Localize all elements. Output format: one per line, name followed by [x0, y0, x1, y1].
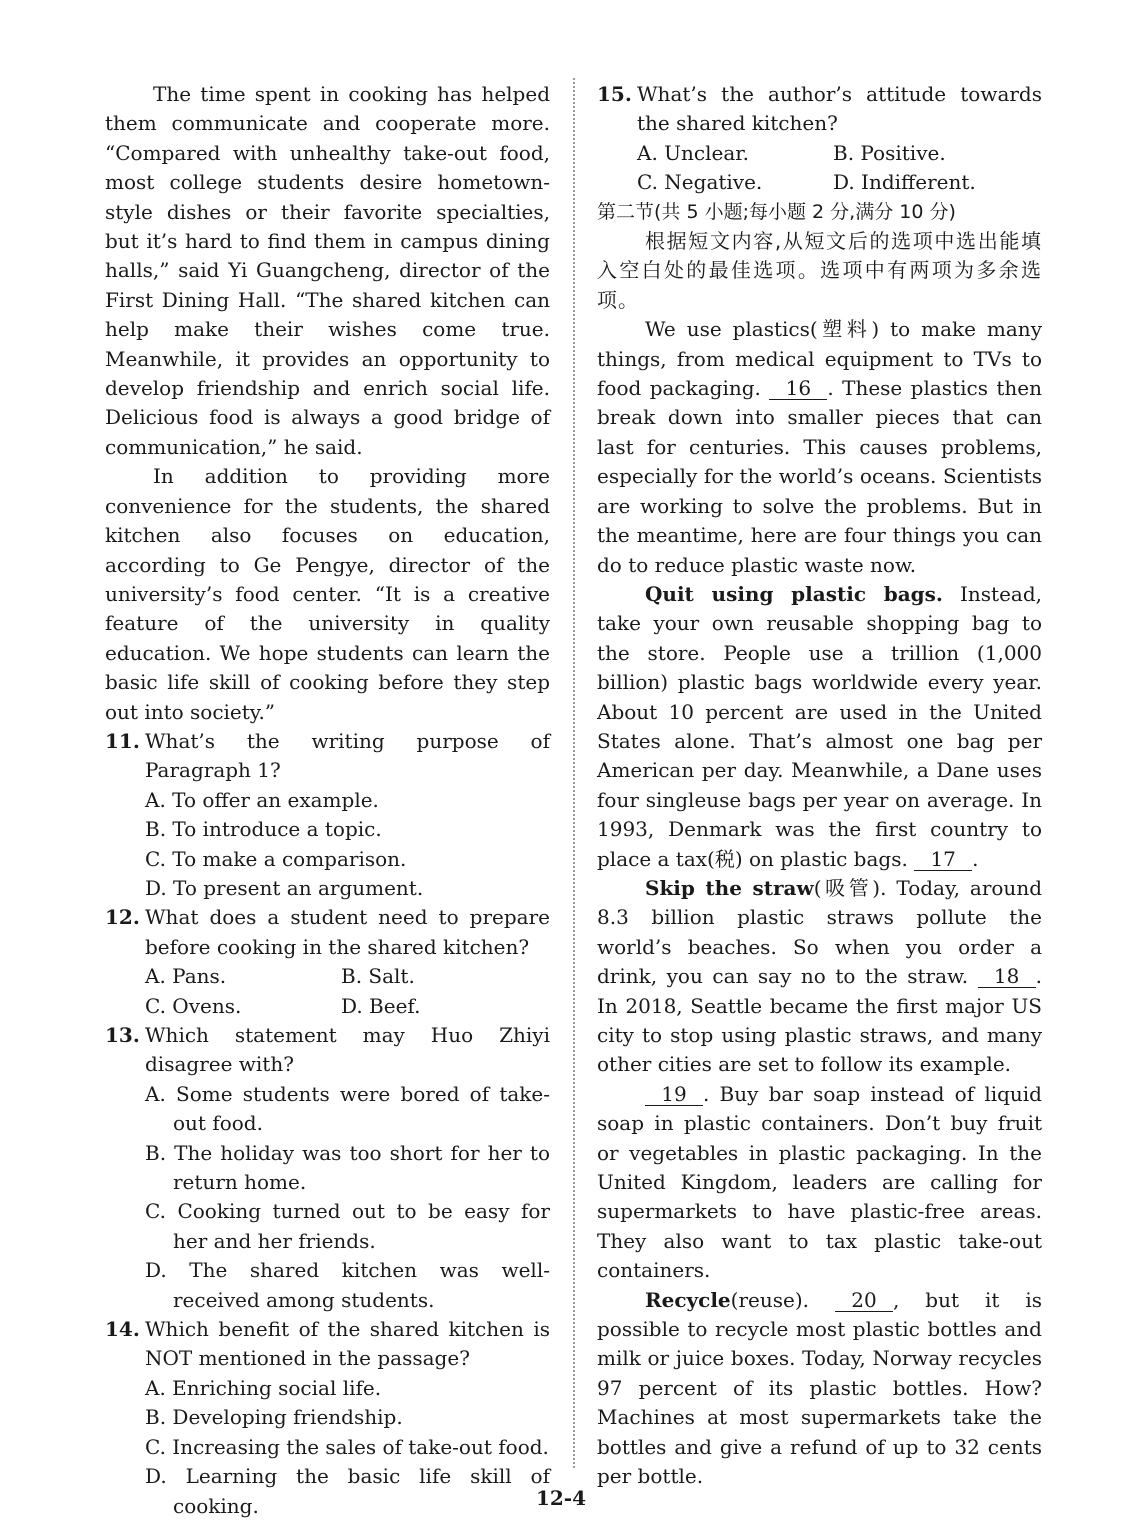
passage-text: . These plastics then break down into smaller pieces that can last for centuries. This causes problems, especially for the world’s oceans. Scientists are working to solve the problems. But in the meantime, here are four things you can do to reduce plastic waste now. — [597, 376, 1043, 577]
option-d[interactable]: D. Beef. — [341, 993, 421, 1018]
blank-19[interactable]: 19 — [645, 1083, 703, 1106]
option-b[interactable]: B. Positive. — [833, 140, 946, 165]
passage-straw — [597, 874, 1042, 1080]
passage-text: . In 2018, Seattle became the first major US city to stop using plastic straws, and many other cities are set to follow its example. — [597, 964, 1042, 1077]
passage-paragraph-1: The time spent in cooking has helped them communicate and cooperate more. “Compared with unhealthy take-out food, most college students desire hometown-style dishes or their favorite specialties, but it’s hard to find them in campus dining halls,” said Yi Guangcheng, director of the First Dining Hall. “The shared kitchen can help make their wishes come true. Meanwhile, it provides an opportunity to develop friendship and enrich social life. Delicious food is always a good bridge of communication,” he said. — [105, 82, 550, 459]
option-d[interactable]: D. Learning the basic life skill of cooking. — [145, 1464, 550, 1518]
question-11 — [105, 727, 550, 903]
question-13 — [105, 1021, 550, 1315]
question-number: 11. — [105, 728, 140, 753]
passage-text: We use plastics(塑料) to make many things, from medical equipment to TVs to food packaging. — [597, 317, 1042, 401]
heading-skip-straw: Skip the straw — [645, 875, 814, 900]
passage-bags: Quit using plastic bags. Instead, take your own reusable shopping bag to the store. People use a trillion (1,000 billion) plastic bags worldwide every year. About 10 percent are used in the United States alone. That’s almost one bag per American per day. Meanwhile, a Dane uses four singleuse bags per year on average. In 1993, Denmark was the first country to place a tax(税) on plastic bags. 17 . — [597, 581, 1042, 871]
question-number: 15. — [597, 82, 632, 106]
heading-recycle: Recycle — [645, 1287, 731, 1312]
passage-text: . Buy bar soap instead of liquid soap in plastic containers. Don’t buy fruit or vegetables in plastic packaging. In the United Kingdom, leaders are calling for supermarkets to have plastic-free areas. They also want to tax plastic take-out containers. — [597, 1081, 1042, 1283]
option-b[interactable]: B. Developing friendship. — [145, 1405, 403, 1430]
option-c[interactable]: C. To make a comparison. — [145, 846, 407, 871]
section-title: 第二节(共 5 小题;每小题 2 分,满分 10 分) — [597, 200, 956, 223]
passage-recycle — [597, 1286, 1042, 1492]
question-stem: What’s the author’s attitude towards the shared kitchen? — [637, 82, 1042, 136]
column-divider — [573, 78, 575, 1468]
section-instructions: 根据短文内容,从短文后的选项中选出能填入空白处的最佳选项。选项中有两项为多余选项。 — [597, 229, 1042, 312]
question-number: 13. — [105, 1023, 140, 1047]
question-15 — [597, 80, 1042, 198]
option-b[interactable]: B. To introduce a topic. — [145, 817, 382, 842]
page-number: 12-4 — [535, 1486, 587, 1510]
right-column — [597, 80, 1042, 1492]
option-a[interactable]: A. Enriching social life. — [145, 1375, 382, 1400]
blank-17[interactable]: 17 — [914, 848, 972, 871]
option-c[interactable]: C. Negative. — [637, 170, 763, 195]
option-c[interactable]: C. Cooking turned out to be easy for her and her friends. — [145, 1199, 550, 1253]
question-stem: What does a student need to prepare before cooking in the shared kitchen? — [145, 905, 550, 959]
option-a[interactable]: A. Some students were bored of take-out food. — [145, 1081, 550, 1136]
option-b[interactable]: B. Salt. — [341, 964, 415, 989]
passage-text: (吸管). Today, around 8.3 billion plastic straws pollute the world’s beaches. So when you order a drink, you can say no to the straw. — [597, 875, 1042, 989]
option-d[interactable]: D. To present an argument. — [145, 875, 424, 900]
passage-text: (reuse). — [730, 1287, 809, 1312]
option-c[interactable]: C. Ovens. — [145, 993, 242, 1018]
option-d[interactable]: D. Indifferent. — [833, 170, 976, 195]
blank-16[interactable]: 16 — [769, 377, 827, 400]
passage-text: Instead, take your own reusable shopping bag to the store. People use a trillion (1,000 billion) plastic bags worldwide every year. About 10 percent are used in the United States alone. That’s almost one bag per American per day. Meanwhile, a Dane uses four singleuse bags per year on average. In 1993, Denmark was the first country to place a tax(税) on plastic bags. — [597, 581, 1042, 871]
question-12 — [105, 903, 550, 1021]
option-a[interactable]: A. Unclear. — [637, 140, 749, 165]
blank-20[interactable]: 20 — [835, 1289, 893, 1312]
left-column — [105, 80, 550, 1521]
heading-quit-bags: Quit using plastic bags. — [645, 581, 943, 606]
passage-text: , but it is possible to recycle most plastic bottles and milk or juice boxes. Today, Norway recycles 97 percent of its plastic bottles. How? Machines at most supermarkets take the bottles and give a refund of up to 32 cents per bottle. — [597, 1287, 1043, 1489]
option-a[interactable]: A. Pans. — [145, 964, 227, 989]
option-b[interactable]: B. The holiday was too short for her to return home. — [145, 1140, 550, 1195]
passage-19 — [597, 1080, 1042, 1286]
question-stem: Which statement may Huo Zhiyi disagree with? — [145, 1023, 550, 1077]
option-a[interactable]: A. To offer an example. — [145, 787, 379, 812]
question-stem: Which benefit of the shared kitchen is NOT mentioned in the passage? — [145, 1317, 550, 1371]
passage-intro — [597, 315, 1042, 580]
option-d[interactable]: D. The shared kitchen was well-received among students. — [145, 1258, 550, 1312]
option-c[interactable]: C. Increasing the sales of take-out food. — [145, 1434, 549, 1459]
question-number: 12. — [105, 905, 140, 930]
question-stem: What’s the writing purpose of Paragraph 1? — [145, 728, 550, 783]
blank-18[interactable]: 18 — [978, 965, 1036, 988]
question-number: 14. — [105, 1317, 140, 1342]
passage-paragraph-2: In addition to providing more convenience for the students, the shared kitchen also focuses on education, according to Ge Pengye, director of the university’s food center. “It is a creative feature of the university in quality education. We hope students can learn the basic life skill of cooking before they step out into society.” — [105, 464, 550, 724]
